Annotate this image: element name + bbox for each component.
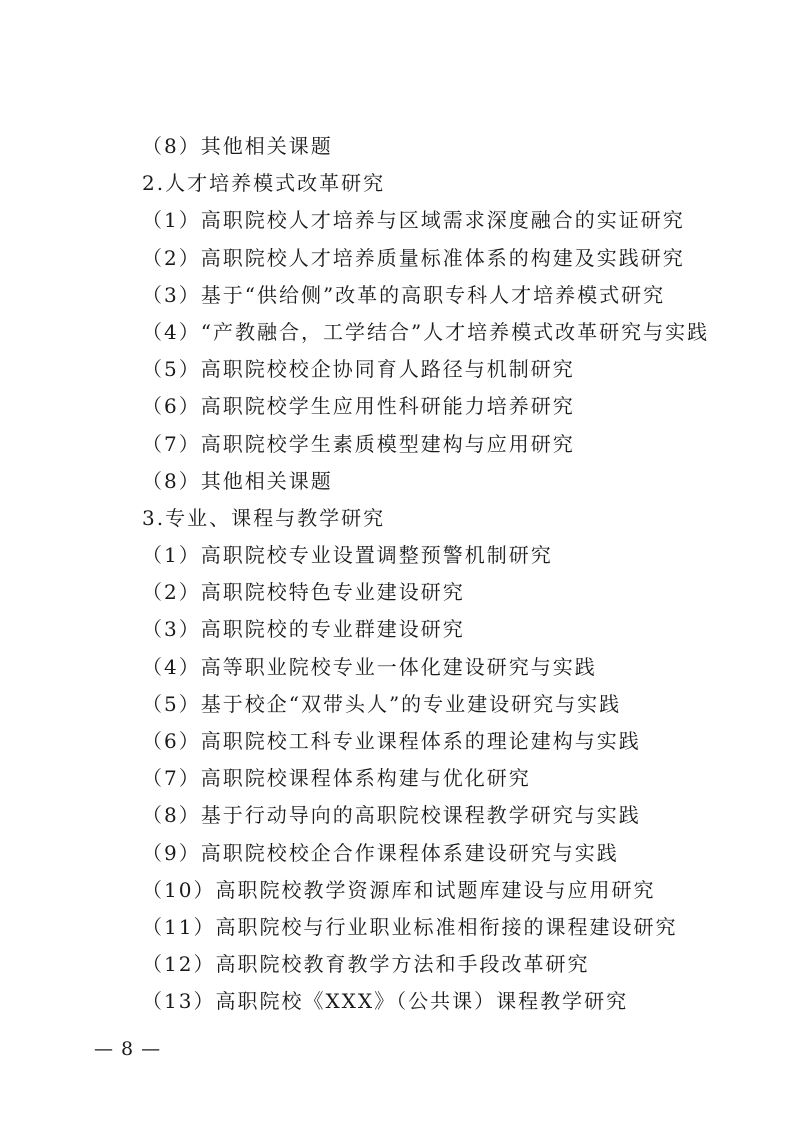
topic-item: （1）高职院校专业设置调整预警机制研究 [142,543,553,568]
topic-item: （6）高职院校学生应用性科研能力培养研究 [142,394,575,419]
topic-list [0,128,793,1021]
topic-item: （5）基于校企“双带头人”的专业建设研究与实践 [142,691,622,716]
topic-item: （10）高职院校教学资源库和试题库建设与应用研究 [142,877,656,902]
topic-item: （6）高职院校工科专业课程体系的理论建构与实践 [142,729,641,753]
topic-item: （4）高等职业院校专业一体化建设研究与实践 [142,654,597,679]
topic-item: （7）高职院校课程体系构建与优化研究 [142,766,531,791]
topic-item: （2）高职院校特色专业建设研究 [142,580,465,605]
topic-item: （7）高职院校学生素质模型建构与应用研究 [142,431,575,456]
topic-item: （2）高职院校人才培养质量标准体系的构建及实践研究 [142,245,685,270]
topic-item: （5）高职院校校企协同育人路径与机制研究 [142,357,575,382]
topic-item: （11）高职院校与行业职业标准相衔接的课程建设研究 [142,914,678,939]
topic-item: （3）基于“供给侧”改革的高职专科人才培养模式研究 [142,282,666,307]
topic-item: （4）“产教融合，工学结合”人才培养模式改革研究与实践 [142,319,710,344]
topic-item: （3）高职院校的专业群建设研究 [142,617,465,642]
page-number: — 8 — [94,1038,162,1060]
topic-item: （9）高职院校校企合作课程体系建设研究与实践 [142,840,619,865]
topic-item: （13）高职院校《XXX》（公共课）课程教学研究 [142,989,629,1014]
topic-item: （8）基于行动导向的高职院校课程教学研究与实践 [142,803,641,828]
topic-item: （8）其他相关课题 [142,468,333,493]
section-heading: 3.专业、课程与教学研究 [142,505,386,530]
topic-item: （1）高职院校人才培养与区域需求深度融合的实证研究 [142,208,685,233]
topic-item: （8）其他相关课题 [142,134,333,158]
section-heading: 2.人才培养模式改革研究 [142,171,386,196]
topic-item: （12）高职院校教育教学方法和手段改革研究 [142,952,590,977]
